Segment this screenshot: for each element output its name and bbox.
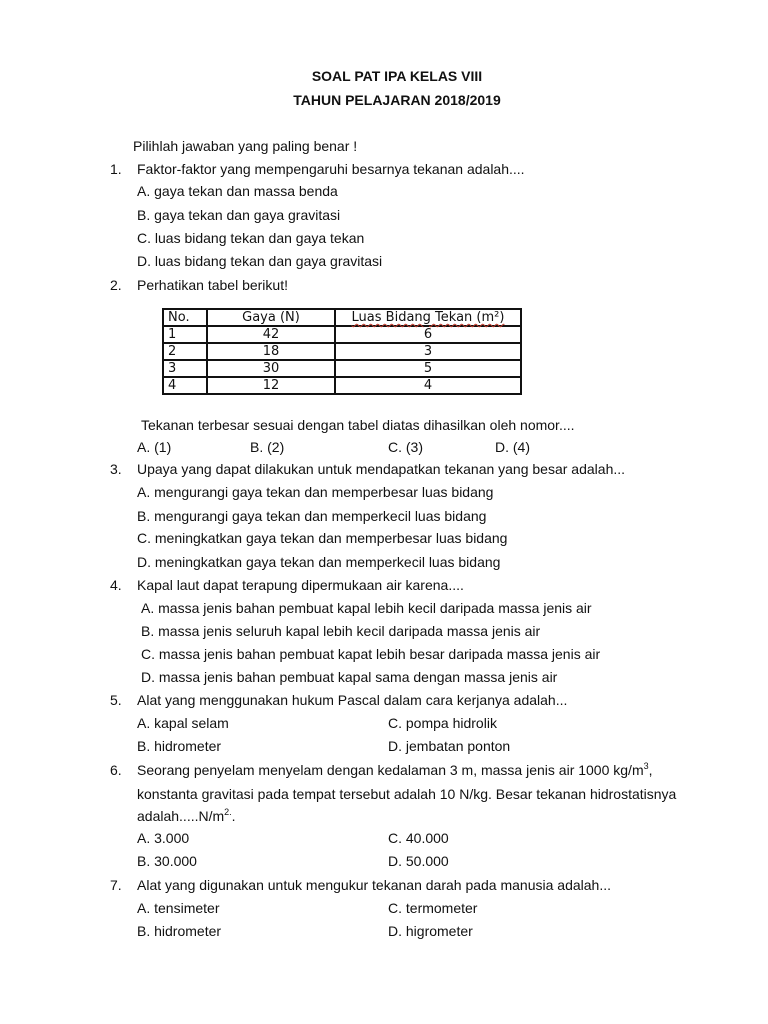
question-1-option-a: A. gaya tekan dan massa benda [137, 183, 338, 199]
question-6-line-3-text: adalah.....N/m [137, 808, 225, 824]
table-row [163, 343, 521, 360]
question-7-option-b: B. hidrometer [137, 923, 222, 939]
table-header-gaya: Gaya (N) [207, 309, 335, 326]
question-7-number: 7. [110, 877, 122, 893]
question-1-option-c: C. luas bidang tekan dan gaya tekan [137, 230, 365, 246]
table-header-no: No. [163, 309, 207, 326]
question-6-line-3-superscript: 2. [224, 807, 232, 817]
question-6-line-1-text: Seorang penyelam menyelam dengan kedalaman 3 m, massa jenis air 1000 kg/m [137, 762, 644, 778]
question-7-option-a: A. tensimeter [137, 900, 220, 916]
table-cell-no: 3 [163, 360, 207, 377]
question-2-option-b: B. (2) [250, 439, 285, 455]
question-6-option-d: D. 50.000 [388, 853, 449, 869]
document-title: SOAL PAT IPA KELAS VIII [311, 68, 483, 84]
question-7-option-c: C. termometer [388, 900, 478, 916]
question-1-text: Faktor-faktor yang mempengaruhi besarnya tekanan adalah.... [137, 161, 525, 177]
document-subtitle: TAHUN PELAJARAN 2018/2019 [293, 92, 501, 108]
table-cell-no: 4 [163, 377, 207, 394]
question-4-option-a: A. massa jenis bahan pembuat kapal lebih kecil daripada massa jenis air [141, 600, 592, 616]
table-cell-gaya: 18 [207, 343, 335, 360]
table-row [163, 360, 521, 377]
question-6-option-b: B. 30.000 [137, 853, 197, 869]
question-6-line-1-superscript: 3 [643, 761, 649, 771]
table-header-luas-label: Luas Bidang Tekan (m²) [351, 310, 505, 325]
table-cell-luas: 5 [335, 360, 521, 377]
table-cell-luas: 4 [335, 377, 521, 394]
question-5-text: Alat yang menggunakan hukum Pascal dalam cara kerjanya adalah... [137, 692, 568, 708]
question-3-option-a: A. mengurangi gaya tekan dan memperbesar luas bidang [137, 484, 494, 500]
question-6-option-a: A. 3.000 [137, 830, 190, 846]
question-5-option-b: B. hidrometer [137, 738, 222, 754]
question-3-text: Upaya yang dapat dilakukan untuk mendapatkan tekanan yang besar adalah... [137, 461, 626, 477]
question-5-option-c: C. pompa hidrolik [388, 715, 497, 731]
question-2-text: Perhatikan tabel berikut! [137, 277, 288, 293]
question-2-option-d: D. (4) [495, 439, 530, 455]
table-header-luas [335, 309, 521, 326]
question-1-option-d: D. luas bidang tekan dan gaya gravitasi [137, 253, 383, 269]
question-5-option-d: D. jembatan ponton [388, 738, 511, 754]
question-2-option-a: A. (1) [137, 439, 172, 455]
table-row [163, 326, 521, 343]
question-4-text: Kapal laut dapat terapung dipermukaan air karena.... [137, 577, 464, 593]
question-3-option-b: B. mengurangi gaya tekan dan memperkecil luas bidang [137, 508, 487, 524]
instruction: Pilihlah jawaban yang paling benar ! [133, 138, 358, 154]
question-2-followup: Tekanan terbesar sesuai dengan tabel diatas dihasilkan oleh nomor.... [141, 417, 575, 433]
question-4-number: 4. [110, 577, 122, 593]
question-6-line-2: konstanta gravitasi pada tempat tersebut adalah 10 N/kg. Besar tekanan hidrostatisnya [137, 786, 677, 802]
table-cell-gaya: 30 [207, 360, 335, 377]
question-7-text: Alat yang digunakan untuk mengukur tekanan darah pada manusia adalah... [137, 877, 612, 893]
question-3-number: 3. [110, 461, 122, 477]
table-cell-no: 1 [163, 326, 207, 343]
question-6-line-3-end: . [231, 808, 236, 824]
table-cell-luas: 6 [335, 326, 521, 343]
table-cell-luas: 3 [335, 343, 521, 360]
question-2-number: 2. [110, 277, 122, 293]
question-6-number: 6. [110, 762, 122, 778]
table-cell-gaya: 42 [207, 326, 335, 343]
question-5-option-a: A. kapal selam [137, 715, 229, 731]
table-cell-gaya: 12 [207, 377, 335, 394]
question-1-option-b: B. gaya tekan dan gaya gravitasi [137, 207, 341, 223]
question-4-option-b: B. massa jenis seluruh kapal lebih kecil daripada massa jenis air [141, 623, 541, 639]
question-3-option-d: D. meningkatkan gaya tekan dan memperkecil luas bidang [137, 554, 501, 570]
question-4-option-c: C. massa jenis bahan pembuat kapat lebih besar daripada massa jenis air [141, 646, 601, 662]
question-2-option-c: C. (3) [388, 439, 423, 455]
question-3-option-c: C. meningkatkan gaya tekan dan memperbesar luas bidang [137, 530, 508, 546]
force-area-table [162, 308, 522, 395]
question-5-number: 5. [110, 692, 122, 708]
question-6-line-3 [137, 808, 236, 824]
table-row [163, 377, 521, 394]
question-6-option-c: C. 40.000 [388, 830, 449, 846]
question-6-line-1 [137, 762, 653, 778]
table-cell-no: 2 [163, 343, 207, 360]
table-header-row [163, 309, 521, 326]
question-6-line-1-end: , [648, 762, 653, 778]
question-1-number: 1. [110, 161, 122, 177]
question-7-option-d: D. higrometer [388, 923, 473, 939]
question-4-option-d: D. massa jenis bahan pembuat kapal sama dengan massa jenis air [141, 669, 558, 685]
